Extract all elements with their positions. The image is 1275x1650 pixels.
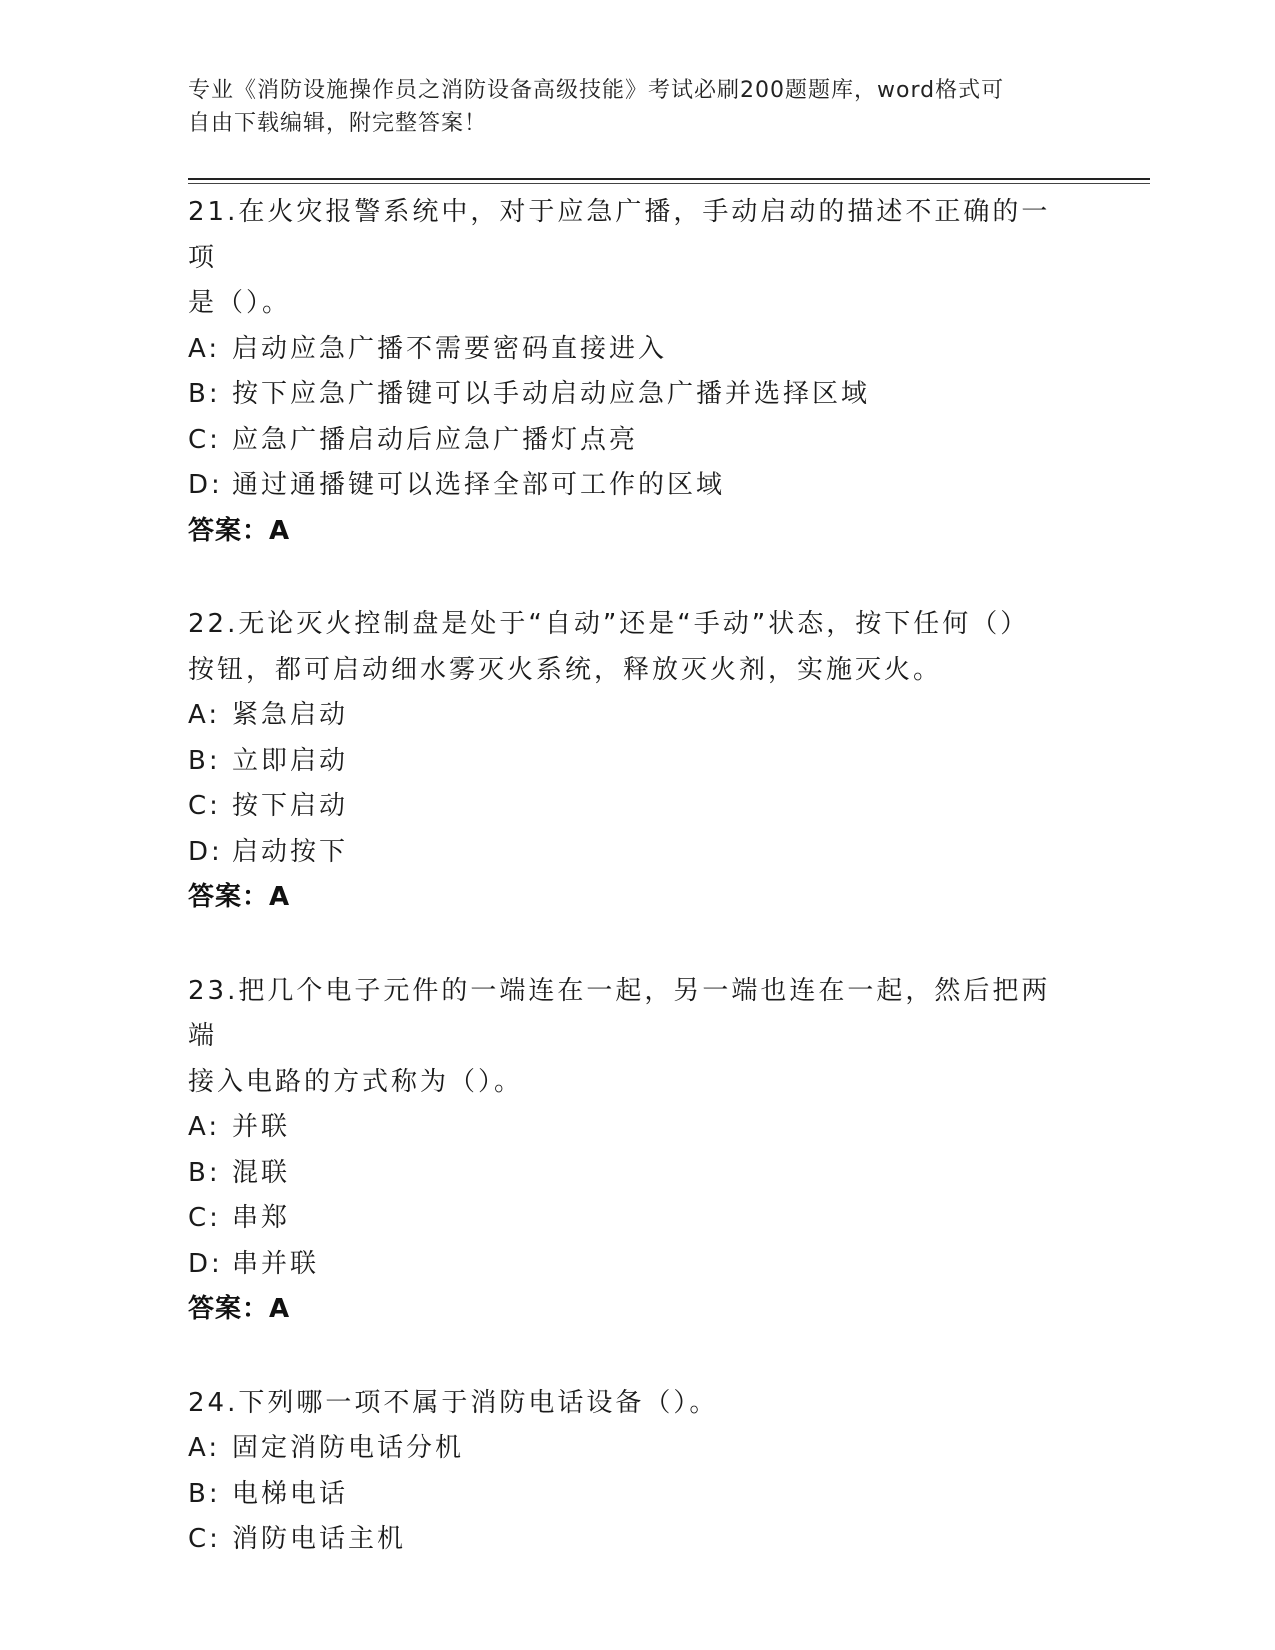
option-c: [188, 784, 1068, 830]
question-stem-line: 按钮，都可启动细水雾灭火系统，释放灭火剂，实施灭火。: [188, 654, 943, 685]
option-letter: B:: [188, 379, 221, 409]
question-stem-line: 接入电路的方式称为（）。: [188, 1066, 524, 1097]
question-23: [188, 969, 1068, 1333]
option-c: [188, 1517, 1068, 1563]
option-letter: A:: [188, 1112, 221, 1142]
answer-line: 答案：A: [188, 1294, 291, 1324]
question-list: [188, 190, 1068, 1611]
option-a: [188, 327, 1068, 373]
answer-line: 答案：A: [188, 515, 291, 546]
option-d: [188, 463, 1068, 509]
question-stem-line: 24.下列哪一项不属于消防电话设备（）。: [188, 1387, 719, 1418]
option-b: [188, 1151, 1068, 1197]
option-text: 固定消防电话分机: [232, 1433, 465, 1463]
option-text: 通过通播键可以选择全部可工作的区域: [232, 470, 726, 500]
question-22: [188, 602, 1068, 921]
option-text: 电梯电话: [232, 1478, 349, 1509]
option-letter: C:: [188, 424, 221, 455]
option-text: 并联: [232, 1112, 291, 1142]
option-letter: B:: [188, 1478, 221, 1509]
question-stem-line: 21.在火灾报警系统中，对于应急广播，手动启动的描述不正确的一项: [188, 197, 1051, 273]
header-divider-thin: [188, 183, 1150, 184]
option-a: [188, 1105, 1068, 1151]
option-b: [188, 372, 1068, 418]
question-24: [188, 1381, 1068, 1563]
option-text: 消防电话主机: [232, 1524, 407, 1554]
option-letter: A:: [188, 333, 221, 364]
option-letter: B:: [188, 745, 221, 776]
option-d: [188, 830, 1068, 876]
option-c: [188, 1196, 1068, 1242]
option-letter: C:: [188, 791, 221, 821]
option-text: 按下启动: [232, 791, 349, 821]
header-divider-thick: [188, 178, 1150, 180]
option-text: 启动按下: [232, 836, 349, 867]
option-letter: D:: [188, 1248, 223, 1279]
option-text: 应急广播启动后应急广播灯点亮: [232, 424, 639, 455]
option-text: 串并联: [232, 1248, 320, 1279]
option-text: 启动应急广播不需要密码直接进入: [232, 333, 668, 364]
option-letter: B:: [188, 1157, 221, 1188]
option-text: 紧急启动: [232, 700, 349, 730]
option-letter: C:: [188, 1524, 221, 1554]
option-letter: D:: [188, 836, 223, 867]
question-21: [188, 190, 1068, 554]
question-stem-line: 22.无论灭火控制盘是处于“自动”还是“手动”状态，按下任何（）: [188, 609, 1030, 639]
option-text: 按下应急广播键可以手动启动应急广播并选择区域: [232, 379, 871, 409]
option-a: [188, 693, 1068, 739]
option-text: 串郑: [232, 1203, 291, 1233]
option-d: [188, 1242, 1068, 1288]
option-letter: A:: [188, 1433, 221, 1463]
option-text: 立即启动: [232, 745, 349, 776]
option-letter: A:: [188, 700, 221, 730]
option-letter: C:: [188, 1203, 221, 1233]
question-stem-line: 是（）。: [188, 288, 292, 318]
option-b: [188, 739, 1068, 785]
question-stem-line: 23.把几个电子元件的一端连在一起，另一端也连在一起，然后把两端: [188, 975, 1051, 1051]
header-line-1: 专业《消防设施操作员之消防设备高级技能》考试必刷200题题库，word格式可: [188, 78, 1005, 103]
answer-line: 答案：A: [188, 882, 291, 912]
option-a: [188, 1426, 1068, 1472]
header-line-2: 自由下载编辑，附完整答案！: [188, 111, 488, 136]
option-text: 混联: [232, 1157, 291, 1188]
option-b: [188, 1472, 1068, 1518]
option-c: [188, 418, 1068, 464]
document-header: [188, 74, 1068, 140]
option-letter: D:: [188, 470, 223, 500]
